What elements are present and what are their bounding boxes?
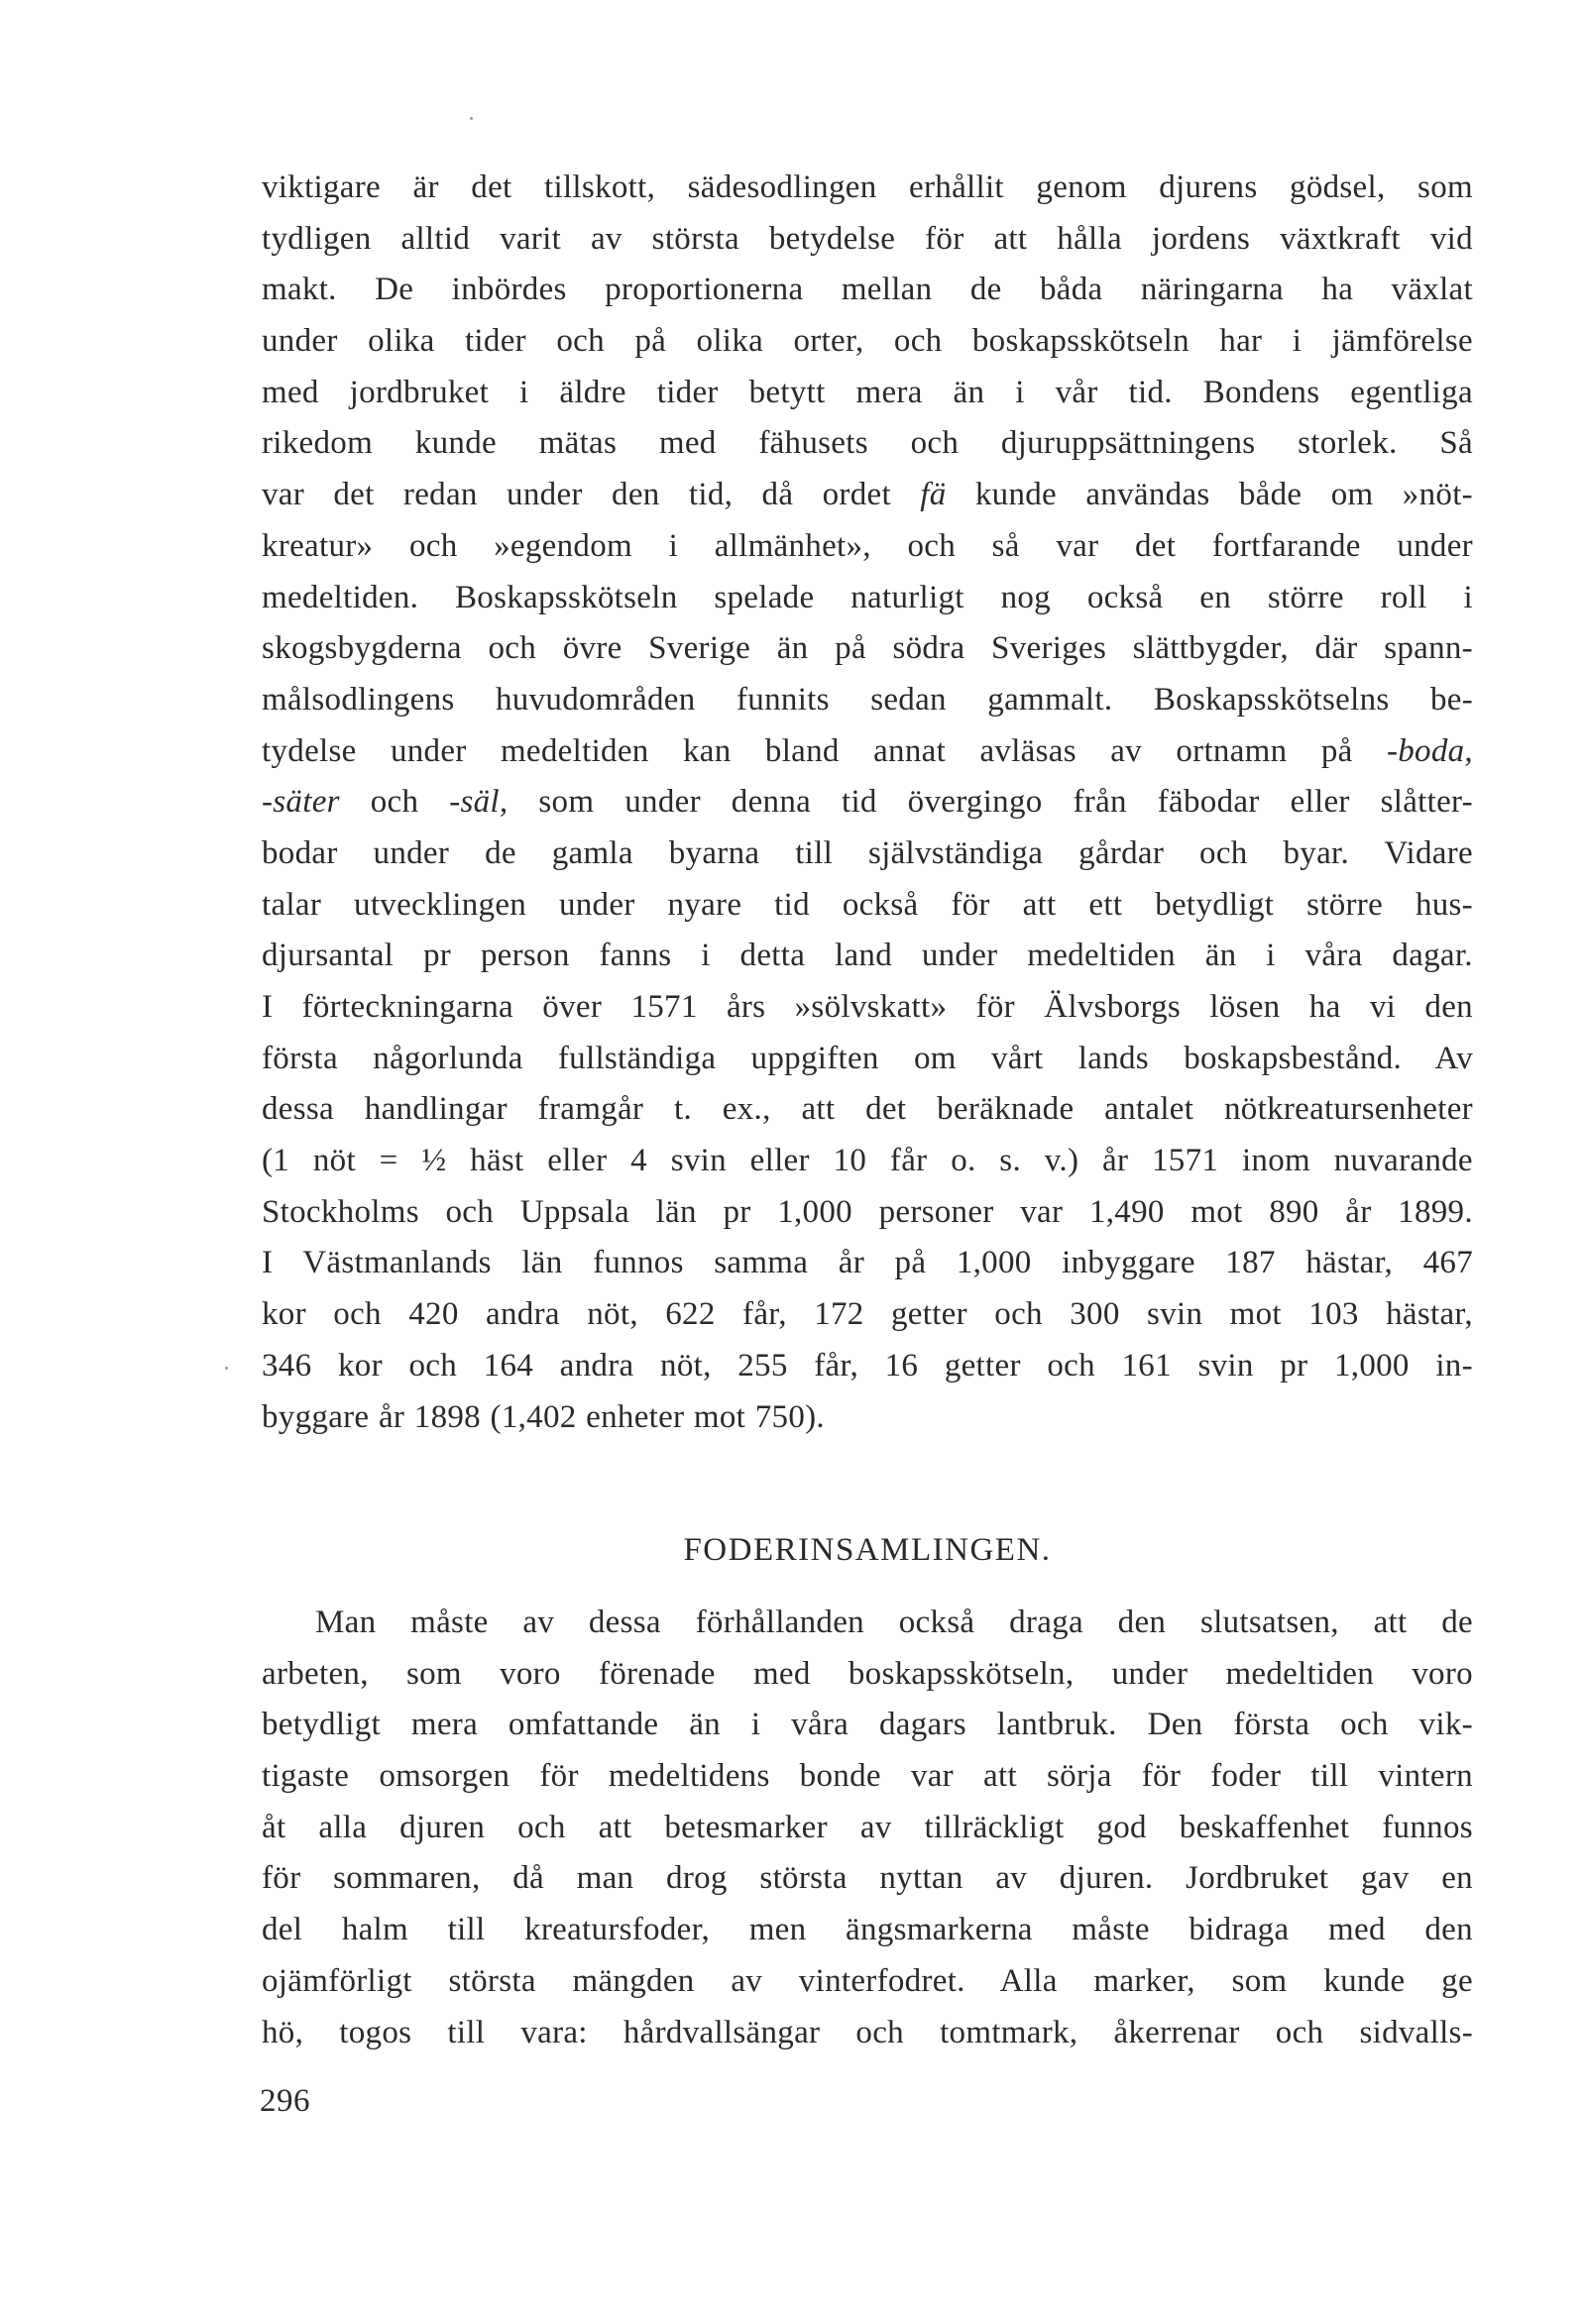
text-line: ojämförligt största mängden av vinterfodret. Alla marker, som kunde ge <box>262 1962 1473 1999</box>
text-line: var det redan under den tid, då ordet fä kunde användas både om »nöt- <box>262 477 1473 513</box>
text-line: för sommaren, då man drog största nyttan av djuren. Jordbruket gav en <box>262 1860 1473 1897</box>
text-line-first: Man måste av dessa förhållanden också draga den slutsatsen, att de <box>315 1605 1473 1640</box>
text-line: 346 kor och 164 andra nöt, 255 får, 16 getter och 161 svin pr 1,000 in- <box>262 1347 1473 1383</box>
text-line: makt. De inbördes proportionerna mellan de båda näringarna ha växlat <box>262 272 1473 308</box>
text-line: åt alla djuren och att betesmarker av tillräckligt god beskaffenhet funnos <box>262 1809 1473 1845</box>
page-number: 296 <box>260 2083 310 2119</box>
paragraph-2 <box>262 1598 1473 2058</box>
text-line-last: byggare år 1898 (1,402 enheter mot 750). <box>262 1398 825 1435</box>
text-line: rikedom kunde mätas med fähusets och djuruppsättningens storlek. Så <box>262 425 1473 462</box>
text-line: viktigare är det tillskott, sädesodlingen erhållit genom djurens gödsel, som <box>262 169 1473 205</box>
text-line: skogsbygderna och övre Sverige än på södra Sveriges slättbygder, där spann- <box>262 630 1473 667</box>
text-line: målsodlingens huvudområden funnits sedan gammalt. Boskapsskötselns be- <box>262 681 1473 718</box>
text-line: arbeten, som voro förenade med boskapsskötseln, under medeltiden voro <box>262 1655 1473 1692</box>
text-line: medeltiden. Boskapsskötseln spelade naturligt nog också en större roll i <box>262 579 1473 615</box>
text-line: med jordbruket i äldre tider betytt mera än i vår tid. Bondens egentliga <box>262 374 1473 410</box>
text-line: I Västmanlands län funnos samma år på 1,000 inbyggare 187 hästar, 467 <box>262 1245 1473 1281</box>
paragraph-1 <box>262 163 1473 1443</box>
text-line: hö, togos till vara: hårdvallsängar och tomtmark, åkerrenar och sidvalls- <box>262 2014 1473 2050</box>
text-line: tydligen alltid varit av största betydelse för att hålla jordens växtkraft vid <box>262 220 1473 257</box>
text-line: djursantal pr person fanns i detta land under medeltiden än i våra dagar. <box>262 938 1473 974</box>
page-speck-mark <box>225 1367 228 1370</box>
text-line: tydelse under medeltiden kan bland annat avläsas av ortnamn på -boda, <box>262 732 1473 769</box>
text-line: Stockholms och Uppsala län pr 1,000 personer var 1,490 mot 890 år 1899. <box>262 1193 1473 1230</box>
text-line: (1 nöt = ½ häst eller 4 svin eller 10 får o. s. v.) år 1571 inom nuvarande <box>262 1143 1473 1179</box>
page-speck-mark <box>470 117 473 120</box>
text-line: dessa handlingar framgår t. ex., att det beräknade antalet nötkreatursenheter <box>262 1091 1473 1128</box>
text-line: betydligt mera omfattande än i våra dagars lantbruk. Den första och vik- <box>262 1707 1473 1743</box>
text-line: kreatur» och »egendom i allmänhet», och så var det fortfarande under <box>262 527 1473 564</box>
section-heading: FODERINSAMLINGEN. <box>683 1532 1052 1568</box>
text-line: -säter och -säl, som under denna tid övergingo från fäbodar eller slåtter- <box>262 784 1473 821</box>
text-line: I förteckningarna över 1571 års »sölvskatt» för Älvsborgs lösen ha vi den <box>262 989 1473 1025</box>
text-line: talar utvecklingen under nyare tid också för att ett betydligt större hus- <box>262 886 1473 923</box>
text-line: under olika tider och på olika orter, och boskapsskötseln har i jämförelse <box>262 323 1473 360</box>
text-line: bodar under de gamla byarna till självständiga gårdar och byar. Vidare <box>262 834 1473 871</box>
text-line: del halm till kreatursfoder, men ängsmarkerna måste bidraga med den <box>262 1912 1473 1948</box>
text-line: tigaste omsorgen för medeltidens bonde var att sörja för foder till vintern <box>262 1758 1473 1795</box>
text-line: kor och 420 andra nöt, 622 får, 172 getter och 300 svin mot 103 hästar, <box>262 1296 1473 1333</box>
text-line: första någorlunda fullständiga uppgiften om vårt lands boskapsbestånd. Av <box>262 1040 1473 1076</box>
